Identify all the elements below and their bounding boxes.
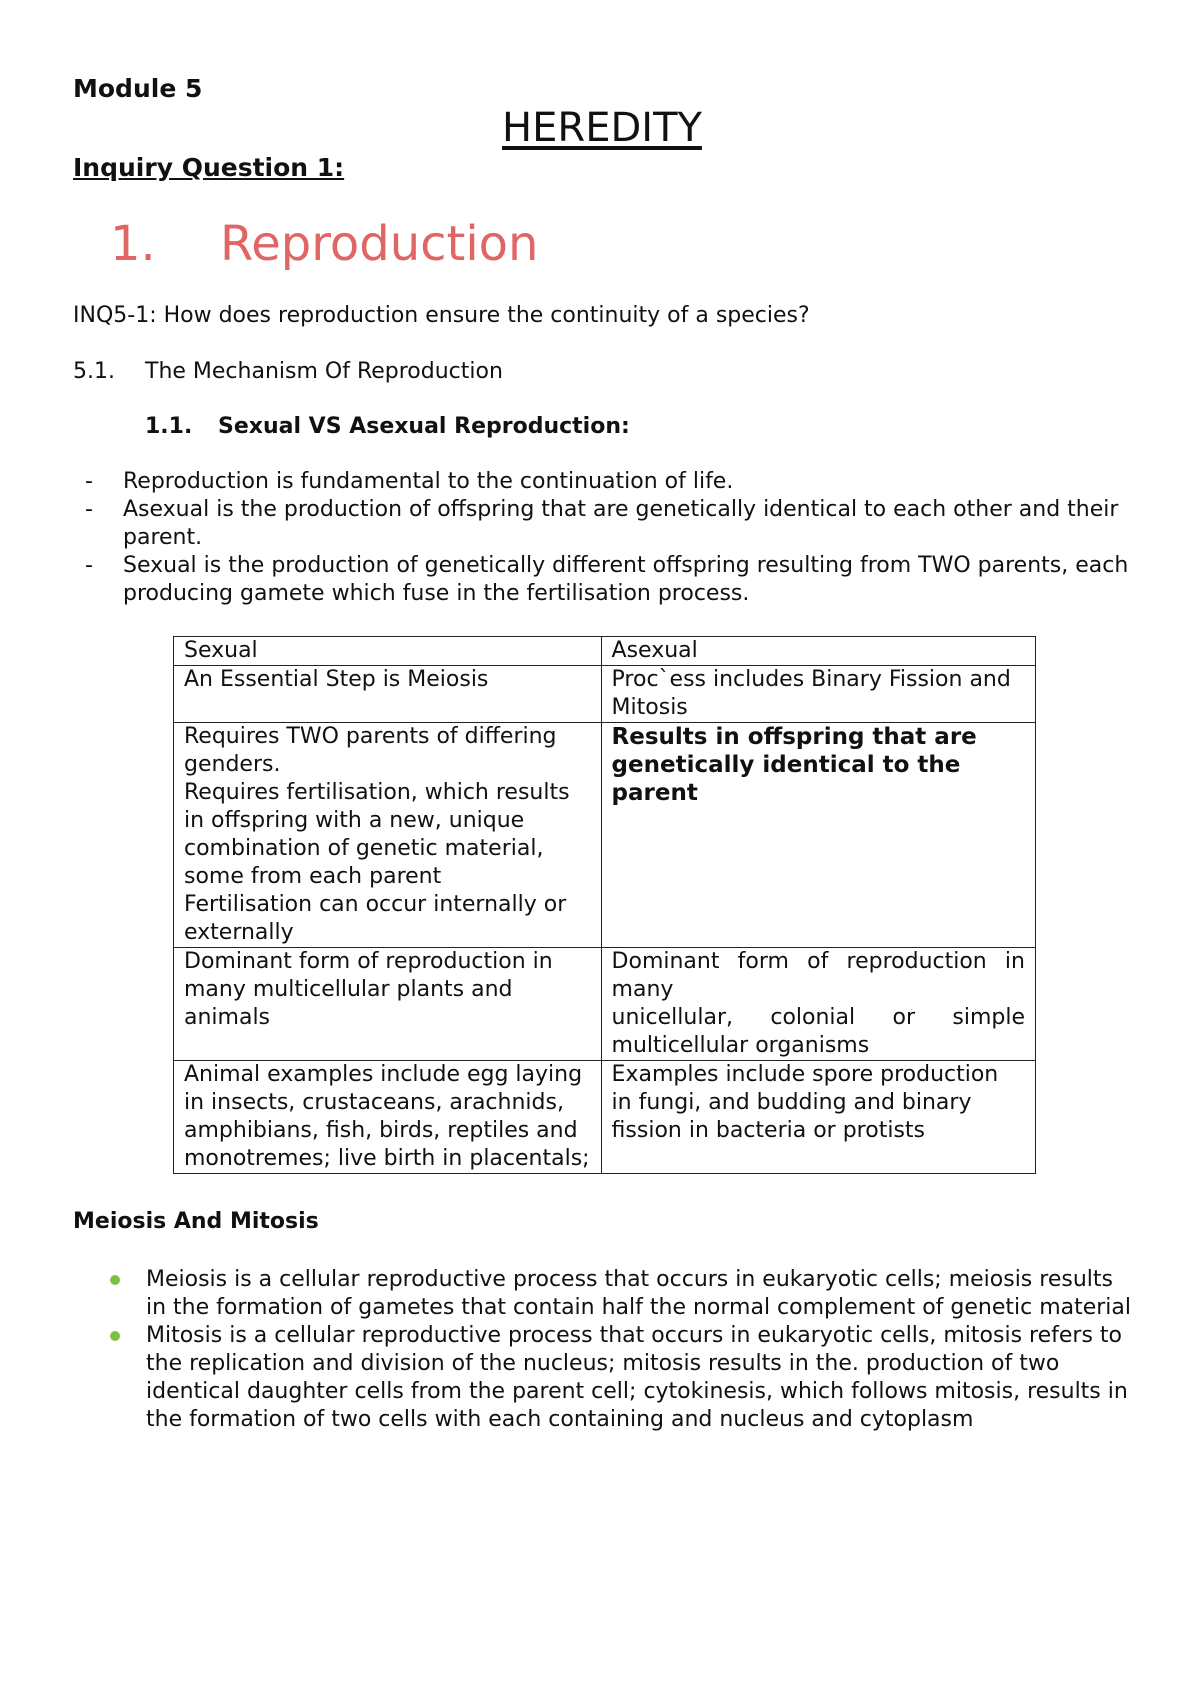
table-cell: Proc`ess includes Binary Fission and Mitosis — [601, 666, 1035, 723]
list-item: - Asexual is the production of offspring that are genetically identical to each other and their parent. — [85, 497, 1119, 550]
header-cell-asexual: Asexual — [601, 637, 1035, 666]
heading-number: 1. — [110, 216, 156, 272]
table-cell: Dominant form of reproduction in many unicellular, colonial or simple multicellular organisms — [601, 948, 1035, 1061]
list-item-text: Mitosis is a cellular reproductive process that occurs in eukaryotic cells, mitosis refers to the replication and division of the nucleus; mitosis results in the. production of two identical daughter cells from the parent cell; cytokinesis, which follows mitosis, results in the formation of two cells with each containing and nucleus and cytoplasm — [146, 1323, 1128, 1432]
document-title: HEREDITY — [502, 105, 702, 151]
list-item: - Reproduction is fundamental to the continuation of life. — [85, 469, 734, 494]
list-item — [100, 1322, 1140, 1434]
bullet-icon — [110, 1275, 120, 1285]
table-row — [174, 948, 1036, 1061]
table-cell: An Essential Step is Meiosis — [174, 666, 602, 723]
section-number: 5.1. — [73, 359, 115, 384]
list-item-text: Reproduction is fundamental to the continuation of life. — [123, 469, 734, 494]
list-item: - Sexual is the production of genetically different offspring resulting from TWO parents, each producing gamete which fuse in the fertilisation process. — [85, 553, 1129, 606]
table-cell: Dominant form of reproduction in many multicellular plants and animals — [174, 948, 602, 1061]
comparison-table — [173, 636, 1036, 1174]
list-item-text: Sexual is the production of genetically different offspring resulting from TWO parents, each producing gamete which fuse in the fertilisation process. — [123, 553, 1129, 606]
table-row — [174, 1061, 1036, 1174]
heading-title: Reproduction — [220, 216, 539, 272]
table-row — [174, 723, 1036, 948]
meiosis-heading: Meiosis And Mitosis — [73, 1209, 319, 1234]
subsection-number: 1.1. — [145, 414, 193, 439]
inquiry-line: INQ5-1: How does reproduction ensure the continuity of a species? — [73, 303, 810, 328]
table-row — [174, 666, 1036, 723]
section-title: The Mechanism Of Reproduction — [145, 359, 503, 384]
bullet-list — [100, 1266, 1140, 1434]
header-cell-sexual: Sexual — [174, 637, 602, 666]
table-cell: Animal examples include egg laying in insects, crustaceans, arachnids, amphibians, fish, birds, reptiles and monotremes; live birth in placentals; — [174, 1061, 602, 1174]
subsection-title: Sexual VS Asexual Reproduction: — [218, 414, 630, 439]
module-label: Module 5 — [73, 74, 203, 103]
table-cell: Examples include spore production in fungi, and budding and binary fission in bacteria or protists — [601, 1061, 1035, 1174]
table-cell: Requires TWO parents of differing genders. Requires fertilisation, which results in offspring with a new, unique combination of genetic material, some from each parent Fertilisation can occur internally or externally — [174, 723, 602, 948]
dash-list — [85, 468, 1135, 608]
table-header-row — [174, 637, 1036, 666]
inquiry-question-label: Inquiry Question 1: — [73, 153, 345, 182]
table-cell: Results in offspring that are genetically identical to the parent — [601, 723, 1035, 948]
list-item-text: Asexual is the production of offspring that are genetically identical to each other and their parent. — [123, 497, 1119, 550]
list-item-text: Meiosis is a cellular reproductive process that occurs in eukaryotic cells; meiosis results in the formation of gametes that contain half the normal complement of genetic material — [146, 1267, 1132, 1320]
list-item — [100, 1266, 1140, 1322]
bullet-icon — [110, 1331, 120, 1341]
